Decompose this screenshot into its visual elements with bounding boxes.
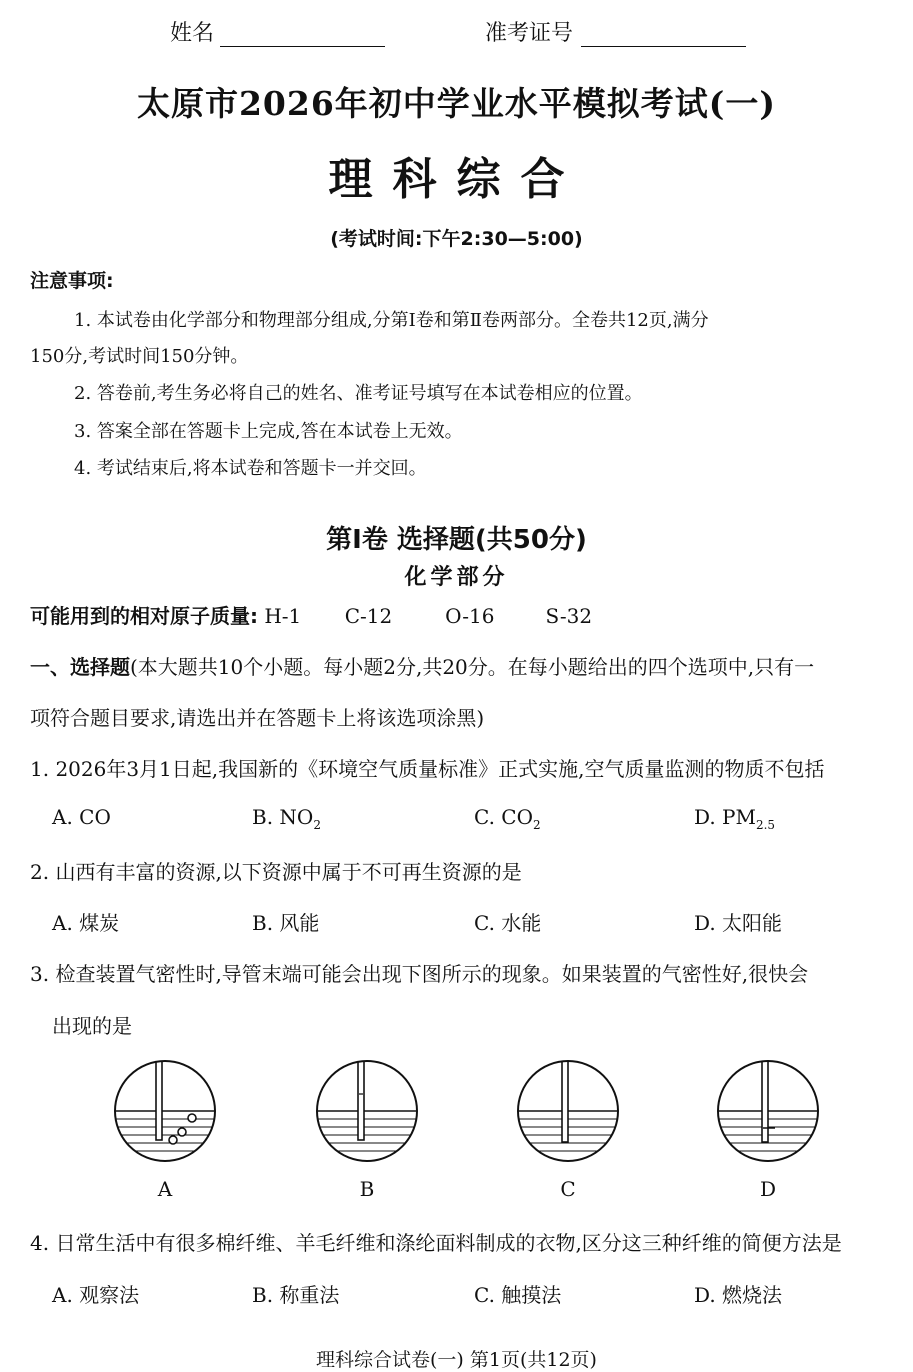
atomic-mass-item: H-1 (264, 604, 302, 628)
atomic-mass-line (30, 600, 625, 629)
exam-title: 太原市2026年初中学业水平模拟考试(一) (136, 84, 777, 123)
figure-label-d: D (759, 1177, 777, 1201)
q2-option-d: D. 太阳能 (694, 911, 783, 935)
exam-id-label: 准考证号 (485, 21, 574, 46)
part1-instructions (30, 651, 814, 680)
q4-option-b: B. 称重法 (252, 1283, 340, 1307)
atomic-mass-item: O-16 (445, 604, 495, 628)
figure-b (314, 1058, 420, 1164)
name-blank (220, 24, 385, 47)
figure-a (112, 1058, 218, 1164)
q1-option-b: B. $NO_2$ (252, 805, 321, 832)
part1-heading: 一、选择题 (30, 655, 130, 679)
q2-option-c: C. 水能 (474, 911, 542, 935)
note-item: 1. 本试卷由化学部分和物理部分组成,分第Ⅰ卷和第Ⅱ卷两部分。全卷共12页,满分 (74, 310, 709, 331)
note-item: 150分,考试时间150分钟。 (30, 346, 249, 367)
section-subtitle: 化学部分 (404, 565, 509, 590)
question-2-stem: 2. 山西有丰富的资源,以下资源中属于不可再生资源的是 (30, 860, 522, 884)
exam-id-field (485, 16, 746, 47)
page-footer: 理科综合试卷(一) 第1页(共12页) (316, 1349, 597, 1371)
note-item: 2. 答卷前,考生务必将自己的姓名、准考证号填写在本试卷相应的位置。 (74, 383, 643, 404)
question-4-stem: 4. 日常生活中有很多棉纤维、羊毛纤维和涤纶面料制成的衣物,区分这三种纤维的简便方法是 (30, 1231, 842, 1255)
exam-id-blank (581, 24, 746, 47)
exam-time: (考试时间:下午2:30—5:00) (330, 228, 583, 250)
question-1-stem: 1. 2026年3月1日起,我国新的《环境空气质量标准》正式实施,空气质量监测的物质不包括 (30, 757, 825, 781)
q2-option-a: A. 煤炭 (52, 911, 120, 935)
part1-instructions-line1: (本大题共10个小题。每小题2分,共20分。在每小题给出的四个选项中,只有一 (130, 655, 815, 679)
q2-option-b: B. 风能 (252, 911, 320, 935)
q1-option-c: C. $CO_2$ (474, 805, 541, 832)
atomic-mass-label: 可能用到的相对原子质量: (30, 604, 258, 628)
atomic-mass-item: S-32 (545, 604, 593, 628)
note-item: 3. 答案全部在答题卡上完成,答在本试卷上无效。 (74, 421, 463, 442)
note-item: 4. 考试结束后,将本试卷和答题卡一并交回。 (74, 458, 427, 479)
figure-label-a: A (157, 1177, 173, 1201)
figure-d (715, 1058, 821, 1164)
name-label: 姓名 (170, 21, 215, 46)
section-title: 第Ⅰ卷 选择题(共50分) (326, 525, 587, 555)
q1-option-d: D. $PM_{2.5}$ (694, 805, 776, 832)
q1-option-a: A. CO (52, 805, 111, 829)
figure-label-c: C (560, 1177, 576, 1201)
figure-c (515, 1058, 621, 1164)
figure-label-b: B (359, 1177, 375, 1201)
notes-heading: 注意事项: (30, 270, 114, 292)
q4-option-a: A. 观察法 (52, 1283, 140, 1307)
question-3-stem-line2: 出现的是 (52, 1014, 132, 1038)
q4-option-c: C. 触摸法 (474, 1283, 562, 1307)
subject-title: 理科综合 (328, 154, 585, 205)
q4-option-d: D. 燃烧法 (694, 1283, 783, 1307)
name-field (170, 16, 385, 47)
question-3-stem: 3. 检查装置气密性时,导管末端可能会出现下图所示的现象。如果装置的气密性好,很快会 (30, 962, 809, 986)
atomic-mass-item: C-12 (344, 604, 393, 628)
part1-instructions-line2: 项符合题目要求,请选出并在答题卡上将该选项涂黑) (30, 706, 485, 730)
